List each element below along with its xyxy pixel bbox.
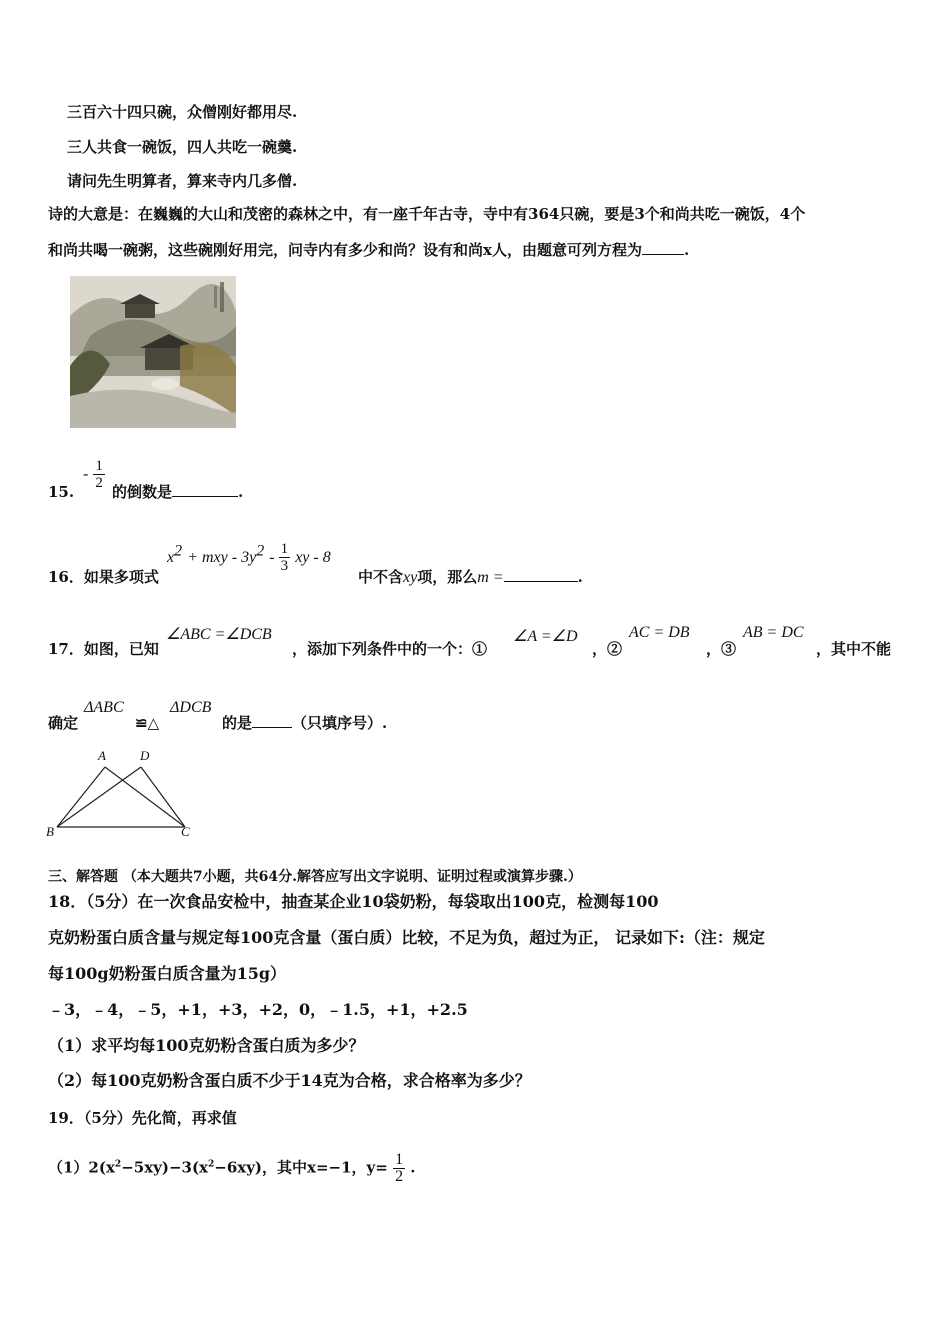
poem-line-3: 请问先生明算者，算来寺内几多僧. [67,172,298,190]
q16-answer-blank [504,567,578,582]
q19-part-1: $(1)2(x^2-5xy)-3(x^2-6xy)$，其中x=−1，y= $\frac{1}{2}$ . [48,1151,416,1185]
q17-line2-end: 的是 （只填序号）. [222,714,388,732]
label-a: A [98,748,106,763]
q17-condition-2: AC = DB [629,624,690,641]
q17-text-end: ，其中不能 [816,640,892,658]
q19-fraction: $\frac{1}{2}$ [395,1151,404,1185]
segment-ab [57,767,105,827]
q15-expression: - $\frac{1}{2}$ [83,458,103,491]
segment-dc [141,767,185,827]
q17-triangle-abc: ΔABC [84,699,124,716]
q19-title: 19．（5分）先化简，再求值 [48,1109,237,1127]
q17-condition-1: ∠A =∠D [513,628,578,645]
segment-ac [105,767,185,827]
section-3-heading: 三、解答题 （本大题共7小题，共64分.解答应写出文字说明、证明过程或演算步骤.） [48,869,582,885]
q14-text-line-1: 诗的大意是：在巍巍的大山和茂密的森林之中，有一座千年古寺，寺中有364只碗，要是3个和尚共吃一碗饭，4个 [48,205,806,223]
q17-given-angles: ∠ABC =∠DCB [166,626,272,643]
q15-number: 15. [48,483,75,501]
q17-congruent-sign: ≌△ [135,714,160,732]
q15-answer-blank [172,482,238,497]
label-d: D [140,748,150,763]
q17-condition-intro: ，添加下列条件中的一个：① [292,640,488,658]
q17-line2-start: 确定 [48,714,79,732]
q18-part-1: （1）求平均每100克奶粉含蛋白质为多少？ [48,1036,365,1055]
q17-triangle-dcb: ΔDCB [170,699,212,716]
q18-line-1: 18．（5分）在一次食品安检中，抽查某企业10袋奶粉，每袋取出100克，检测每100 [48,892,659,911]
q17-sep-3: ，③ [706,640,737,658]
q18-part-2: （2）每100克奶粉含蛋白质不少于14克为合格，求合格率为多少？ [48,1071,531,1090]
label-c: C [181,824,190,839]
q17-condition-3: AB = DC [743,624,804,641]
q14-answer-blank [642,240,684,255]
q15-text: 的倒数是 . [112,483,244,501]
q17-answer-blank [252,713,292,728]
q14-text-line-2: 和尚共喝一碗粥，这些碗刚好用完，问寺内有多少和尚？设有和尚x人，由题意可列方程为 . [48,241,690,259]
q16-polynomial: $x^2$ + mxy - $3y^2$ - $\frac{1}{3}$ xy - 8 [167,541,331,574]
label-b: B [46,824,54,839]
landscape-painting [70,276,236,428]
segment-bd [57,767,141,827]
poem-line-1: 三百六十四只碗，众僧刚好都用尽. [67,103,298,121]
q16-text: 中不含xy项，那么m = . [358,568,583,586]
poem-line-2: 三人共食一碗饭，四人共吃一碗羹. [67,138,298,156]
q16-fraction: $\frac{1}{3}$ [280,541,289,574]
q18-line-2: 克奶粉蛋白质含量与规定每100克含量（蛋白质）比较，不足为负，超过为正， 记录如下:（注：规定 [48,928,765,947]
q17-sep-2: ，② [592,640,623,658]
q17-prefix: 17．如图，已知 [48,640,159,658]
q18-data: ﹣3，﹣4，﹣5，+1，+3，+2，0，﹣1.5，+1，+2.5 [48,1000,468,1019]
q16-prefix: 16．如果多项式 [48,568,159,586]
q18-line-3: 每100g奶粉蛋白质含量为15g） [48,964,287,983]
triangle-figure [40,750,210,845]
q15-fraction: $\frac{1}{2}$ [95,458,103,491]
